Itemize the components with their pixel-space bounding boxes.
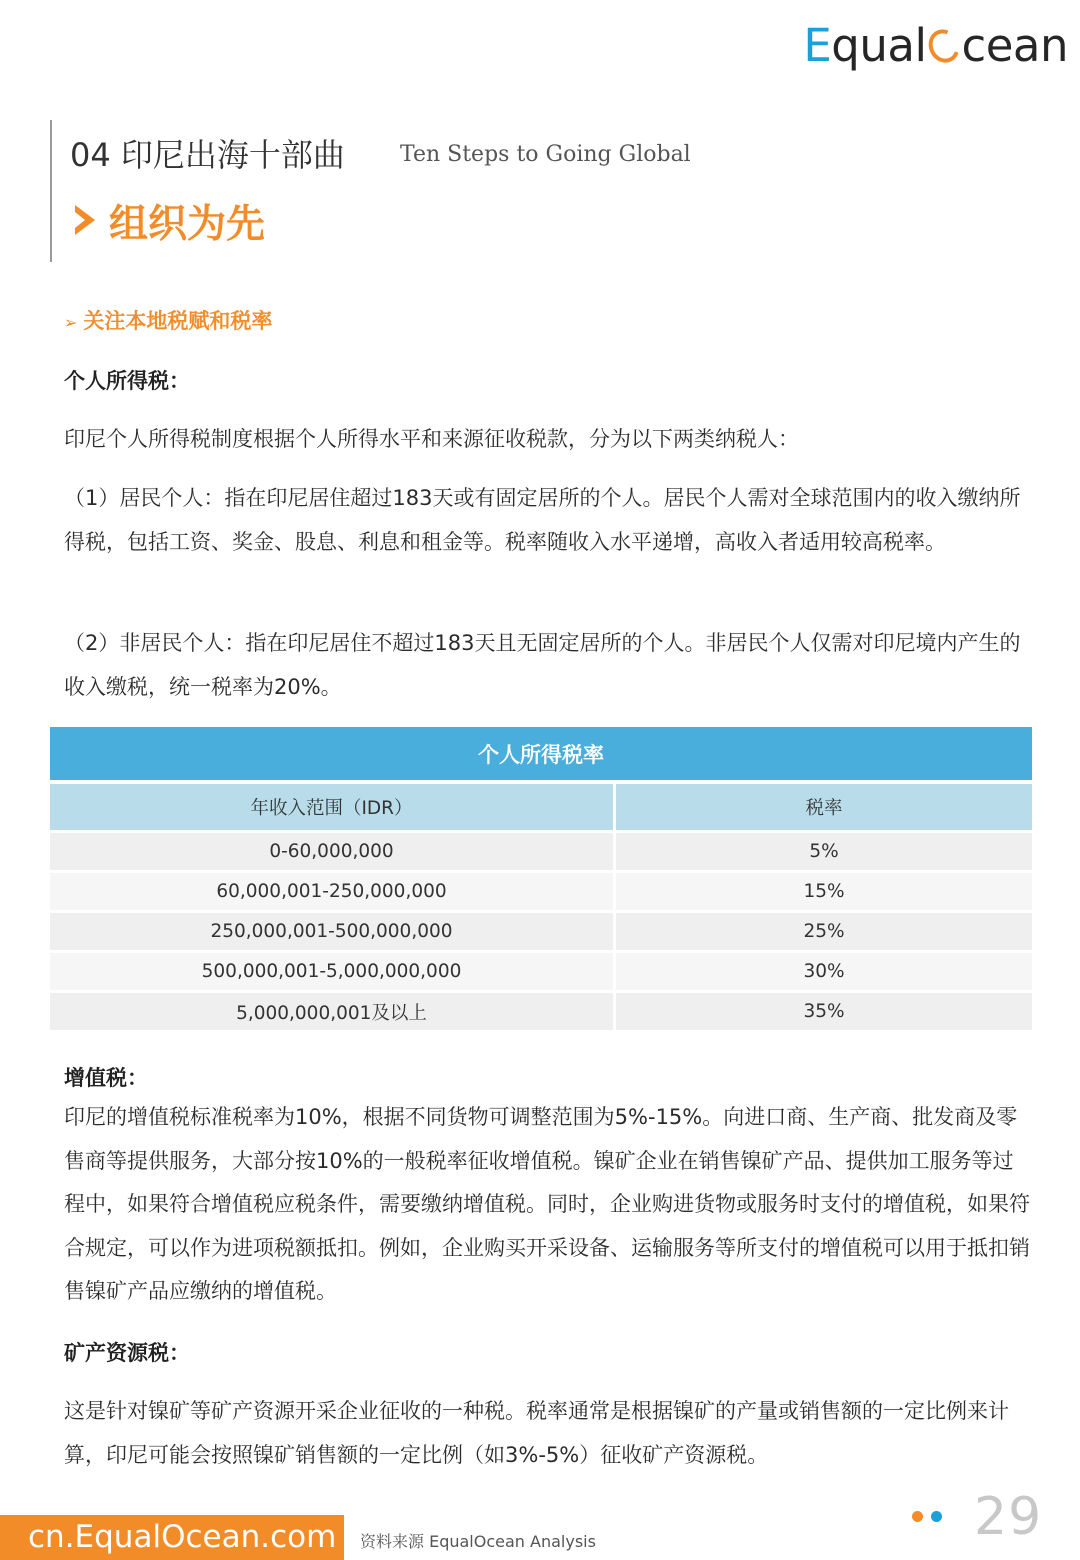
chapter-title: 04 印尼出海十部曲: [70, 136, 345, 174]
resident-paragraph: （1）居民个人：指在印尼居住超过183天或有固定居所的个人。居民个人需对全球范围内的收入缴纳所得税，包括工资、奖金、股息、利息和租金等。税率随收入水平递增，高收入者适用较高税率。: [64, 486, 1021, 554]
page-number: 29: [974, 1487, 1043, 1547]
table-row: [50, 913, 1032, 953]
triangle-right-icon: ➢: [64, 313, 78, 332]
cell-range: 0-60,000,000: [50, 833, 616, 873]
section-subhead: ➢ 关注本地税赋和税率: [64, 309, 273, 333]
orange-dot-icon: [912, 1511, 923, 1522]
vat-heading: 增值税：: [64, 1066, 148, 1090]
source-note: 资料来源 EqualOcean Analysis: [360, 1532, 596, 1551]
column-header-range: 年收入范围（IDR）: [50, 784, 616, 833]
table-row: [50, 953, 1032, 993]
chapter-title-en: Ten Steps to Going Global: [400, 142, 691, 167]
cell-rate: 30%: [616, 953, 1032, 993]
vat-paragraph: 印尼的增值税标准税率为10%，根据不同货物可调整范围为5%-15%。向进口商、生产商、批发商及零售商等提供服务，大部分按10%的一般税率征收增值税。镍矿企业在销售镍矿产品、提供加工服务等过程中，如果符合增值税应税条件，需要缴纳增值税。同时，企业购进货物或服务时支付的增值税，如果符合规定，可以作为进项税额抵扣。例如，企业购买开采设备、运输服务等所支付的增值税可以用于抵扣销售镍矿产品应缴纳的增值税。: [64, 1105, 1030, 1303]
table-caption: 个人所得税率: [50, 727, 1032, 784]
table-row: [50, 873, 1032, 913]
personal-tax-heading: 个人所得税：: [64, 369, 190, 393]
table-row: [50, 993, 1032, 1033]
footer-site-link[interactable]: cn.EqualOcean.com: [0, 1515, 344, 1560]
cell-range: 5,000,000,001及以上: [50, 993, 616, 1033]
cell-rate: 35%: [616, 993, 1032, 1033]
cell-rate: 5%: [616, 833, 1032, 873]
mineral-tax-heading: 矿产资源税：: [64, 1341, 190, 1365]
nonresident-paragraph: （2）非居民个人：指在印尼居住不超过183天且无固定居所的个人。非居民个人仅需对印尼境内产生的收入缴税，统一税率为20%。: [64, 631, 1021, 699]
page-title: 组织为先: [75, 198, 265, 252]
logo-o-ring: [924, 24, 966, 67]
blue-dot-icon: [931, 1511, 942, 1522]
cell-rate: 15%: [616, 873, 1032, 913]
equalocean-logo: Equal cean: [803, 19, 1068, 72]
cell-range: 250,000,001-500,000,000: [50, 913, 616, 953]
mineral-tax-paragraph: 这是针对镍矿等矿产资源开采企业征收的一种税。税率通常是根据镍矿的产量或销售额的一定比例来计算，印尼可能会按照镍矿销售额的一定比例（如3%-5%）征收矿产资源税。: [64, 1399, 1009, 1467]
header-divider: [50, 120, 52, 262]
cell-range: 60,000,001-250,000,000: [50, 873, 616, 913]
cell-range: 500,000,001-5,000,000,000: [50, 953, 616, 993]
chevron-right-icon: [75, 205, 95, 235]
tax-rate-table: [50, 727, 1032, 1033]
table-row: [50, 833, 1032, 873]
column-header-rate: 税率: [616, 784, 1032, 833]
personal-tax-intro: 印尼个人所得税制度根据个人所得水平和来源征收税款，分为以下两类纳税人：: [64, 427, 799, 451]
cell-rate: 25%: [616, 913, 1032, 953]
